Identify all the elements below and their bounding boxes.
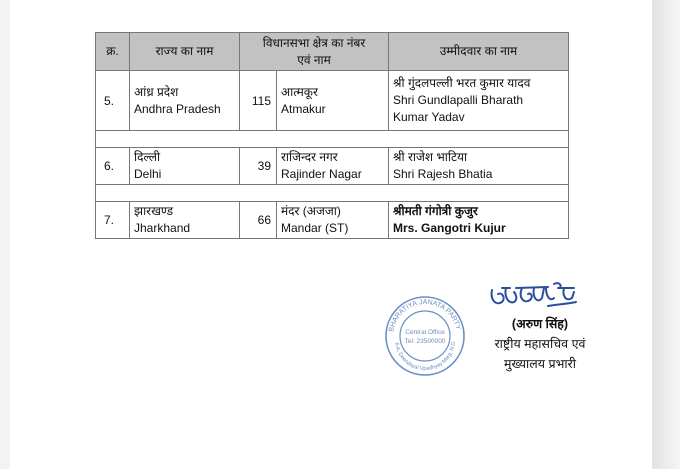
header-candidate: उम्मीदवार का नाम [389,33,569,71]
serial-cell: 7. [96,202,130,239]
candidate-cell [389,148,569,185]
constituency-english: Atmakur [281,101,326,116]
table-row [96,148,569,185]
candidate-table [95,32,569,239]
header-constituency-line1: विधानसभा क्षेत्र का नंबर [262,35,366,50]
row-spacer [96,131,569,148]
state-cell [130,202,240,239]
constituency-hindi: आत्मकूर [281,84,318,99]
constituency-cell [277,202,389,239]
party-seal-stamp [384,295,466,377]
candidate-cell [389,71,569,131]
constituency-cell [277,148,389,185]
signatory-block [475,314,605,374]
table-header-row [96,33,569,71]
constituency-english: Rajinder Nagar [281,167,362,181]
state-cell [130,71,240,131]
state-english: Delhi [134,167,162,181]
candidate-hindi: श्री गुंदलपल्ली भरत कुमार यादव [393,76,531,90]
state-hindi: दिल्ली [134,150,161,164]
signatory-title-line2: मुख्यालय प्रभारी [504,357,576,371]
candidate-cell [389,202,569,239]
state-english: Andhra Pradesh [134,101,221,116]
seal-address-text: 6-A, Deendayal Upadhyay Marg, N.D. [393,340,458,373]
signatory-name: (अरुण सिंह) [511,317,569,331]
row-spacer [96,185,569,202]
serial-cell: 5. [96,71,130,131]
candidate-english: Mrs. Gangotri Kujur [393,221,506,235]
header-serial: क्र. [96,33,130,71]
candidate-hindi: श्री राजेश भाटिया [393,150,468,164]
page-edge-shadow [652,0,680,469]
state-hindi: आंध्र प्रदेश [134,84,179,99]
seal-outer-text: BHARATIYA JANATA PARTY [388,298,462,333]
header-state: राज्य का नाम [130,33,240,71]
header-constituency-line2: एवं नाम [297,52,331,67]
handwritten-signature [488,280,578,314]
signatory-title-line1: राष्ट्रीय महासचिव एवं [494,337,586,351]
table-row [96,202,569,239]
serial-cell: 6. [96,148,130,185]
constituency-hindi: राजिन्दर नगर [281,150,338,164]
candidate-english-line1: Shri Gundlapalli Bharath [393,93,524,107]
constituency-number: 66 [240,202,277,239]
constituency-number: 39 [240,148,277,185]
constituency-hindi: मंदर (अजजा) [281,204,341,218]
candidate-english: Shri Rajesh Bhatia [393,167,493,181]
constituency-cell [277,71,389,131]
constituency-english: Mandar (ST) [281,221,349,235]
candidate-hindi: श्रीमती गंगोत्री कुजुर [393,204,478,218]
seal-line1: Central Office [405,329,445,336]
state-english: Jharkhand [134,221,191,235]
candidate-english-line2: Kumar Yadav [393,110,465,124]
seal-line2: Tel: 23500000 [404,338,446,345]
constituency-number: 115 [240,71,277,131]
state-cell [130,148,240,185]
state-hindi: झारखण्ड [134,204,174,218]
header-constituency [240,33,389,71]
table-row [96,71,569,131]
